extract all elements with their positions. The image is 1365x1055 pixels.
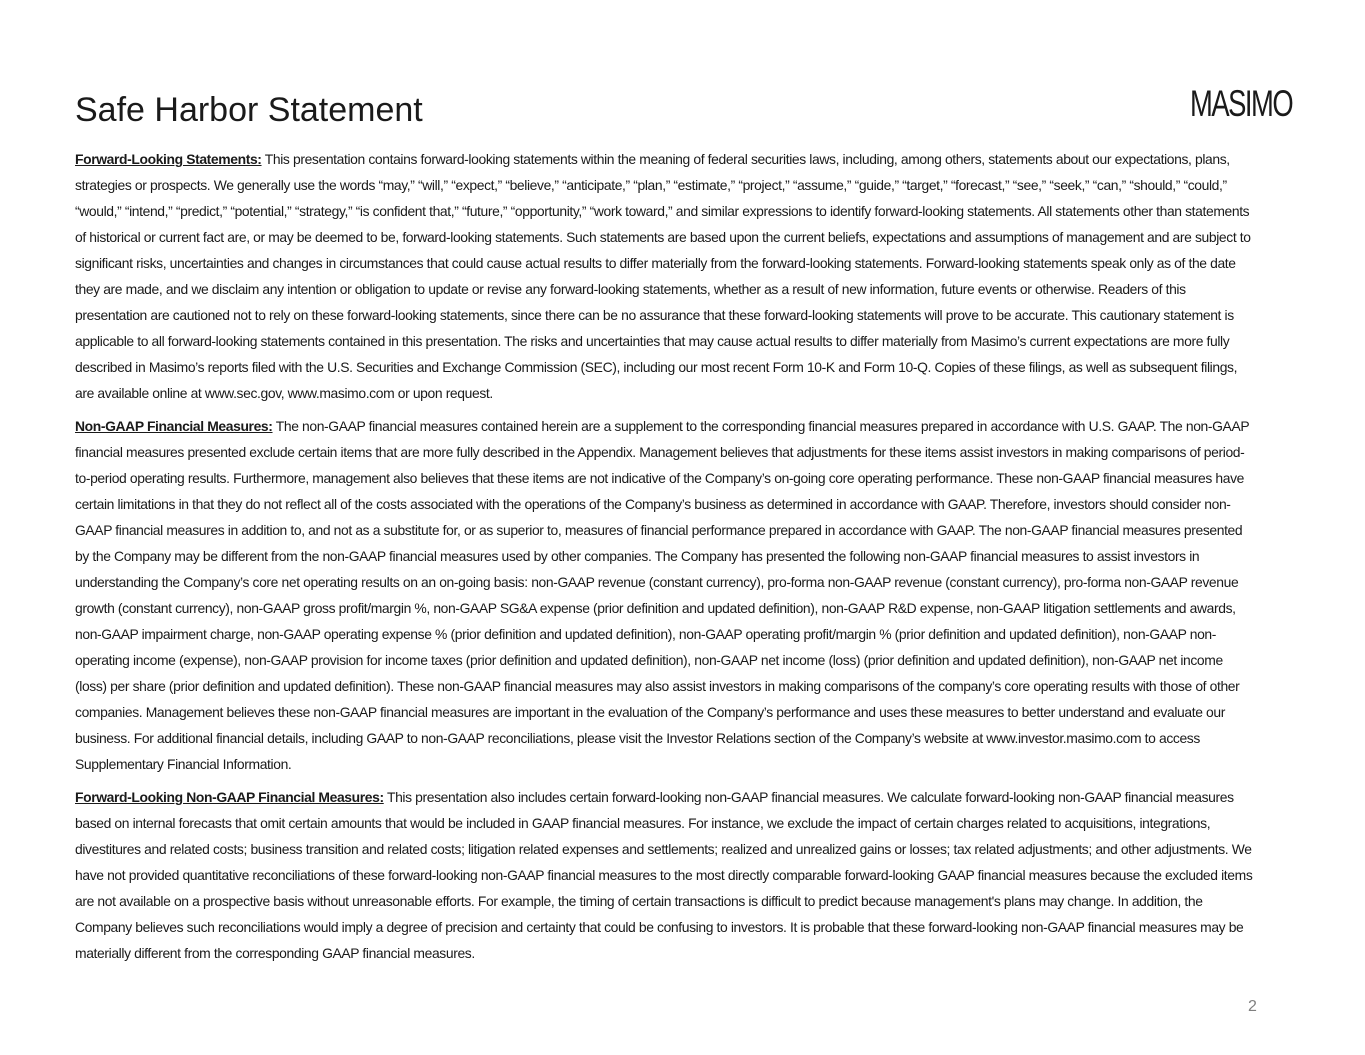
masimo-logo-wordmark: MASIMO xyxy=(1190,83,1293,124)
paragraph-heading: Forward-Looking Statements: xyxy=(75,151,262,167)
non-gaap-financial-measures-paragraph xyxy=(75,413,1257,777)
paragraph-body: The non-GAAP financial measures contained herein are a supplement to the corresponding financial measures prepared in accordance with U.S. GAAP. The non-GAAP financial measures presented exclude certain items that are more fully described in the Appendix. Management believes that adjustments for these items assist investors in making comparisons of period-to-period operating results. Furthermore, management also believes that these items are not indicative of the Company’s on-going core operating performance. These non-GAAP financial measures have certain limitations in that they do not reflect all of the costs associated with the operations of the Company’s business as determined in accordance with GAAP. Therefore, investors should consider non-GAAP financial measures in addition to, and not as a substitute for, or as superior to, measures of financial performance prepared in accordance with GAAP. The non-GAAP financial measures presented by the Company may be different from the non-GAAP financial measures used by other companies. The Company has presented the following non-GAAP financial measures to assist investors in understanding the Company’s core net operating results on an on-going basis: non-GAAP revenue (constant currency), pro-forma non-GAAP revenue (constant currency), pro-forma non-GAAP revenue growth (constant currency), non-GAAP gross profit/margin %, non-GAAP SG&A expense (prior definition and updated definition), non-GAAP R&D expense, non-GAAP litigation settlements and awards, non-GAAP impairment charge, non-GAAP operating expense % (prior definition and updated definition), non-GAAP operating profit/margin % (prior definition and updated definition), non-GAAP non-operating income (expense), non-GAAP provision for income taxes (prior definition and updated definition), non-GAAP net income (loss) (prior definition and updated definition), non-GAAP net income (loss) per share (prior definition and updated definition). These non-GAAP financial measures may also assist investors in making comparisons of the company’s core operating results with those of other companies. Management believes these non-GAAP financial measures are important in the evaluation of the Company’s performance and uses these measures to better understand and evaluate our business. For additional financial details, including GAAP to non-GAAP reconciliations, please visit the Investor Relations section of the Company’s website at www.investor.masimo.com to access Supplementary Financial Information. xyxy=(75,418,1249,772)
safe-harbor-body xyxy=(75,146,1257,973)
paragraph-body: This presentation contains forward-looking statements within the meaning of federal securities laws, including, among others, statements about our expectations, plans, strategies or prospects. We generally use the words “may,” “will,” “expect,” “believe,” “anticipate,” “plan,” “estimate,” “project,” “assume,” “guide,” “target,” “forecast,” “see,” “seek,” “can,” “should,” “could,” “would,” “intend,” “predict,” “potential,” “strategy,” “is confident that,” “future,” “opportunity,” “work toward,” and similar expressions to identify forward-looking statements. All statements other than statements of historical or current fact are, or may be deemed to be, forward-looking statements. Such statements are based upon the current beliefs, expectations and assumptions of management and are subject to significant risks, uncertainties and changes in circumstances that could cause actual results to differ materially from the forward-looking statements. Forward-looking statements speak only as of the date they are made, and we disclaim any intention or obligation to update or revise any forward-looking statements, whether as a result of new information, future events or otherwise. Readers of this presentation are cautioned not to rely on these forward-looking statements, since there can be no assurance that these forward-looking statements will prove to be accurate. This cautionary statement is applicable to all forward-looking statements contained in this presentation. The risks and uncertainties that may cause actual results to differ materially from Masimo’s current expectations are more fully described in Masimo’s reports filed with the U.S. Securities and Exchange Commission (SEC), including our most recent Form 10-K and Form 10-Q. Copies of these filings, as well as subsequent filings, are available online at www.sec.gov, www.masimo.com or upon request. xyxy=(75,151,1251,401)
paragraph-body: This presentation also includes certain forward-looking non-GAAP financial measures. We calculate forward-looking non-GAAP financial measures based on internal forecasts that omit certain amounts that would be included in GAAP financial measures. For instance, we exclude the impact of certain charges related to acquisitions, integrations, divestitures and related costs; business transition and related costs; litigation related expenses and settlements; realized and unrealized gains or losses; tax related adjustments; and other adjustments. We have not provided quantitative reconciliations of these forward-looking non-GAAP financial measures to the most directly comparable forward-looking GAAP financial measures because the excluded items are not available on a prospective basis without unreasonable efforts. For example, the timing of certain transactions is difficult to predict because management's plans may change. In addition, the Company believes such reconciliations would imply a degree of precision and certainty that could be confusing to investors. It is probable that these forward-looking non-GAAP financial measures may be materially different from the corresponding GAAP financial measures. xyxy=(75,789,1253,961)
masimo-logo xyxy=(1186,80,1296,128)
forward-looking-non-gaap-paragraph xyxy=(75,784,1257,966)
slide-title: Safe Harbor Statement xyxy=(75,91,423,129)
paragraph-heading: Forward-Looking Non-GAAP Financial Measures: xyxy=(75,789,384,805)
paragraph-heading: Non-GAAP Financial Measures: xyxy=(75,418,273,434)
forward-looking-statements-paragraph xyxy=(75,146,1257,406)
page-number: 2 xyxy=(1248,998,1257,1015)
